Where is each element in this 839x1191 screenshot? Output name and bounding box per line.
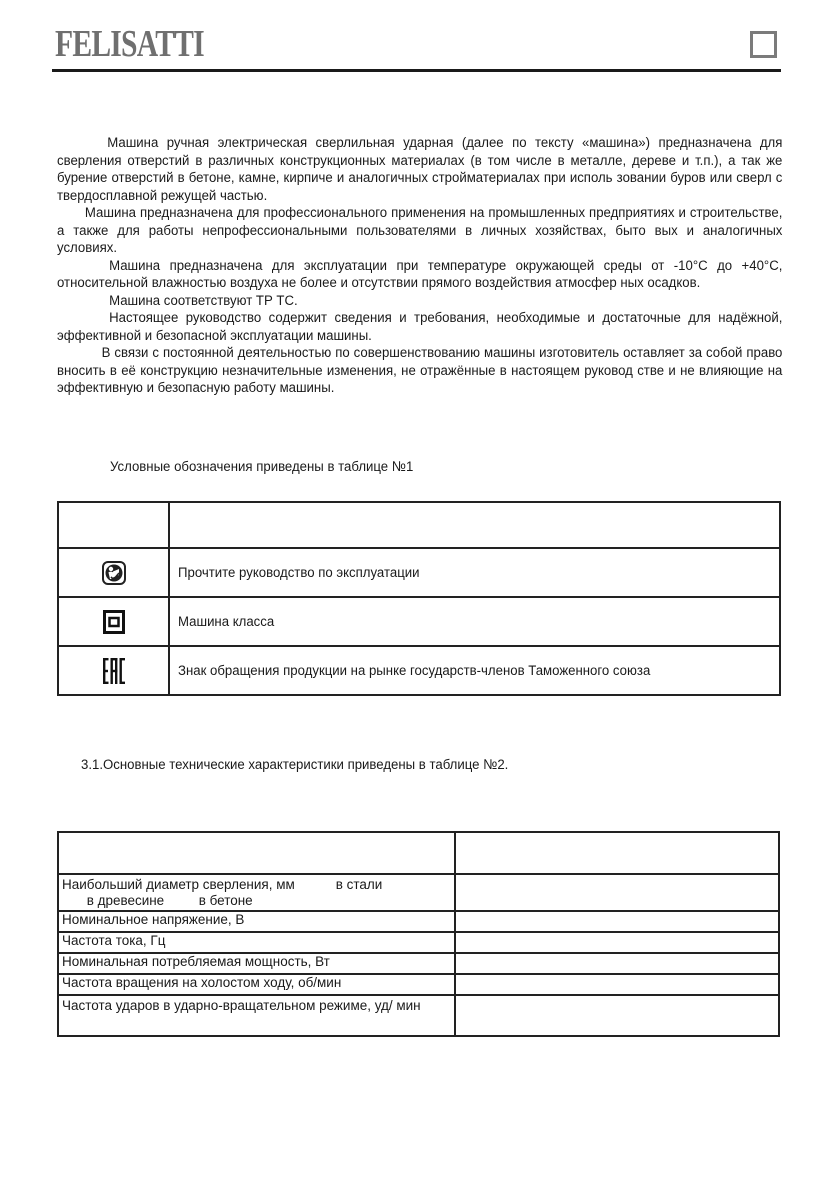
table-row [58, 932, 779, 953]
intro-paragraph-conditions: Машина предназначена для эксплуатации при температуре окружающей среды от -10°С до +40°С, относительной влажностью воздуха не более и отсутствии прямого воздействия атмосфер ных осадков. [57, 257, 783, 291]
spec-value [455, 932, 779, 953]
intro-paragraph-changes: В связи с постоянной деятельностью по совершенствованию машины изготовитель оставляет за собой право вносить в её конструкцию незначительные изменения, не отражённые в настоящем руковод стве и не влияющие на эффективную и безопасную работу машины. [57, 345, 783, 396]
table-row [58, 995, 779, 1036]
header-cell-value [455, 832, 779, 874]
table-header-row [58, 832, 779, 874]
read-manual-icon [102, 561, 126, 585]
table-row [58, 548, 780, 597]
page-number-box [750, 31, 777, 58]
double-insulation-class-icon [103, 610, 125, 634]
spec-value [455, 974, 779, 995]
intro-paragraph-application: Машина предназначена для профессионального применения на промышленных предприятиях и строительстве, а также для работы непрофессиональными пользователями в личных хозяйствах, быто вых и аналогичных условиях. [57, 205, 783, 256]
spec-label: Номинальная потребляемая мощность, Вт [62, 954, 330, 970]
spec-label: Частота ударов в ударно-вращательном режиме, уд/ мин [62, 998, 421, 1014]
header-cell-meaning [169, 502, 780, 548]
table-header-row [58, 502, 780, 548]
spec-value [455, 874, 779, 911]
spec-label: Частота тока, Гц [62, 933, 166, 949]
header-divider [52, 69, 781, 72]
intro-paragraph-purpose: Машина ручная электрическая сверлильная ударная (далее по тексту «машина») предназначена для сверления отверстий в различных конструкционных материалах (в том числе в металле, дереве и т.п.), а так же бурение отверстий в бетоне, камне, кирпиче и аналогичных стройматериалах при исполь зовании буров или сверл с твердосплавной режущей частью. [57, 135, 783, 204]
symbol-description: Прочтите руководство по эксплуатации [178, 564, 420, 581]
specifications-table [57, 831, 780, 1037]
spec-value [455, 911, 779, 932]
spec-sub-label: в древесине [86, 893, 165, 909]
symbol-description: Знак обращения продукции на рынке государств-членов Таможенного союза [178, 662, 651, 679]
spec-sub-label: в бетоне [198, 893, 253, 909]
spec-label: Частота вращения на холостом ходу, об/мин [62, 975, 342, 991]
table-row [58, 874, 779, 911]
intro-paragraph-compliance: Машина соответствуют ТР ТС. [109, 292, 298, 309]
symbol-description: Машина класса [178, 613, 275, 630]
spec-value [455, 995, 779, 1036]
header-cell-symbol [58, 502, 169, 548]
header-cell-parameter [58, 832, 455, 874]
table-row [58, 953, 779, 974]
table-row [58, 646, 780, 695]
eac-mark-icon [103, 658, 125, 684]
brand-logo: FELISATTI [55, 23, 204, 65]
spec-label: Наибольший диаметр сверления, мм [62, 877, 295, 893]
table2-caption: 3.1.Основные технические характеристики приведены в таблице №2. [81, 757, 509, 773]
intro-text [57, 135, 782, 398]
intro-paragraph-manual-scope: Настоящее руководство содержит сведения и требования, необходимые и достаточные для надёжной, эффективной и безопасной эксплуатации машины. [57, 310, 783, 344]
spec-value [455, 953, 779, 974]
table1-caption: Условные обозначения приведены в таблице №1 [110, 459, 414, 475]
table-row [58, 597, 780, 646]
table-row [58, 911, 779, 932]
symbols-table [57, 501, 781, 696]
spec-label: Номинальное напряжение, В [62, 912, 245, 928]
spec-sub-label: в стали [335, 877, 383, 893]
table-row [58, 974, 779, 995]
